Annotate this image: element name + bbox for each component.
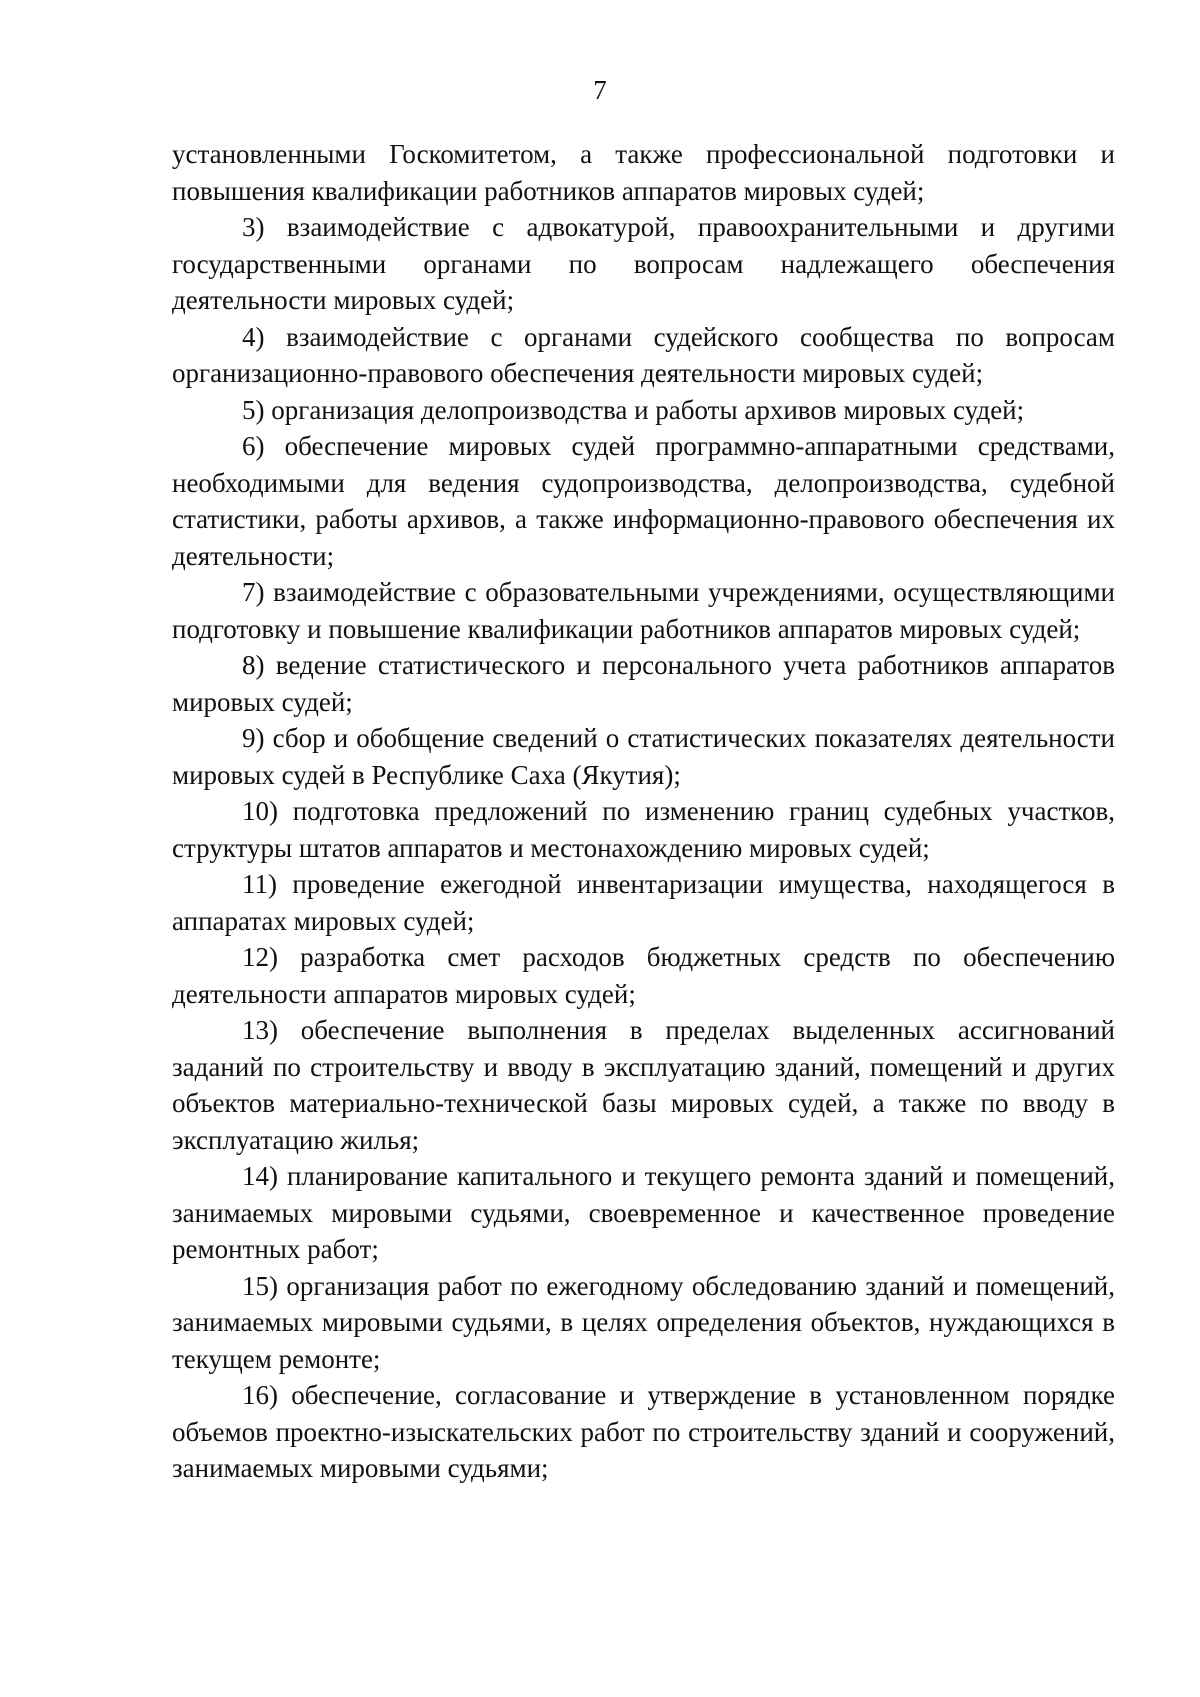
- page-number: 7: [593, 75, 607, 105]
- list-item-10: 10) подготовка предложений по изменению границ судебных участков, структуры штатов аппаратов и местонахождению мировых судей;: [172, 796, 1115, 863]
- document-body: [172, 136, 1115, 1487]
- list-item-16: 16) обеспечение, согласование и утверждение в установленном порядке объемов проектно-изыскательских работ по строительству зданий и сооружений, занимаемых мировыми судьями;: [172, 1380, 1115, 1483]
- paragraph-continuation: установленными Госкомитетом, а также профессиональной подготовки и повышения квалификации работников аппаратов мировых судей;: [172, 139, 1115, 206]
- list-item-4: 4) взаимодействие с органами судейского сообщества по вопросам организационно-правового обеспечения деятельности мировых судей;: [172, 321, 1115, 388]
- list-item-3: 3) взаимодействие с адвокатурой, правоохранительными и другими государственными органами по вопросам надлежащего обеспечения деятельности мировых судей;: [172, 212, 1115, 315]
- list-item-7: 7) взаимодействие с образовательными учреждениями, осуществляющими подготовку и повышение квалификации работников аппаратов мировых судей;: [172, 577, 1115, 644]
- list-item-14: 14) планирование капитального и текущего ремонта зданий и помещений, занимаемых мировыми судьями, своевременное и качественное проведение ремонтных работ;: [172, 1161, 1115, 1264]
- list-item-12: 12) разработка смет расходов бюджетных средств по обеспечению деятельности аппаратов мировых судей;: [172, 942, 1115, 1009]
- list-item-5: 5) организация делопроизводства и работы архивов мировых судей;: [242, 394, 1025, 425]
- list-item-6: 6) обеспечение мировых судей программно-аппаратными средствами, необходимыми для ведения судопроизводства, делопроизводства, судебной статистики, работы архивов, а также информационно-правового обеспечения их деятельности;: [172, 431, 1115, 571]
- list-item-9: 9) сбор и обобщение сведений о статистических показателях деятельности мировых судей в Республике Саха (Якутия);: [172, 723, 1115, 790]
- list-item-8: 8) ведение статистического и персонального учета работников аппаратов мировых судей;: [172, 650, 1115, 717]
- list-item-11: 11) проведение ежегодной инвентаризации имущества, находящегося в аппаратах мировых судей;: [172, 869, 1115, 936]
- list-item-13: 13) обеспечение выполнения в пределах выделенных ассигнований заданий по строительству и вводу в эксплуатацию зданий, помещений и других объектов материально-технической базы мировых судей, а также по вводу в эксплуатацию жилья;: [172, 1015, 1115, 1155]
- list-item-15: 15) организация работ по ежегодному обследованию зданий и помещений, занимаемых мировыми судьями, в целях определения объектов, нуждающихся в текущем ремонте;: [172, 1270, 1115, 1374]
